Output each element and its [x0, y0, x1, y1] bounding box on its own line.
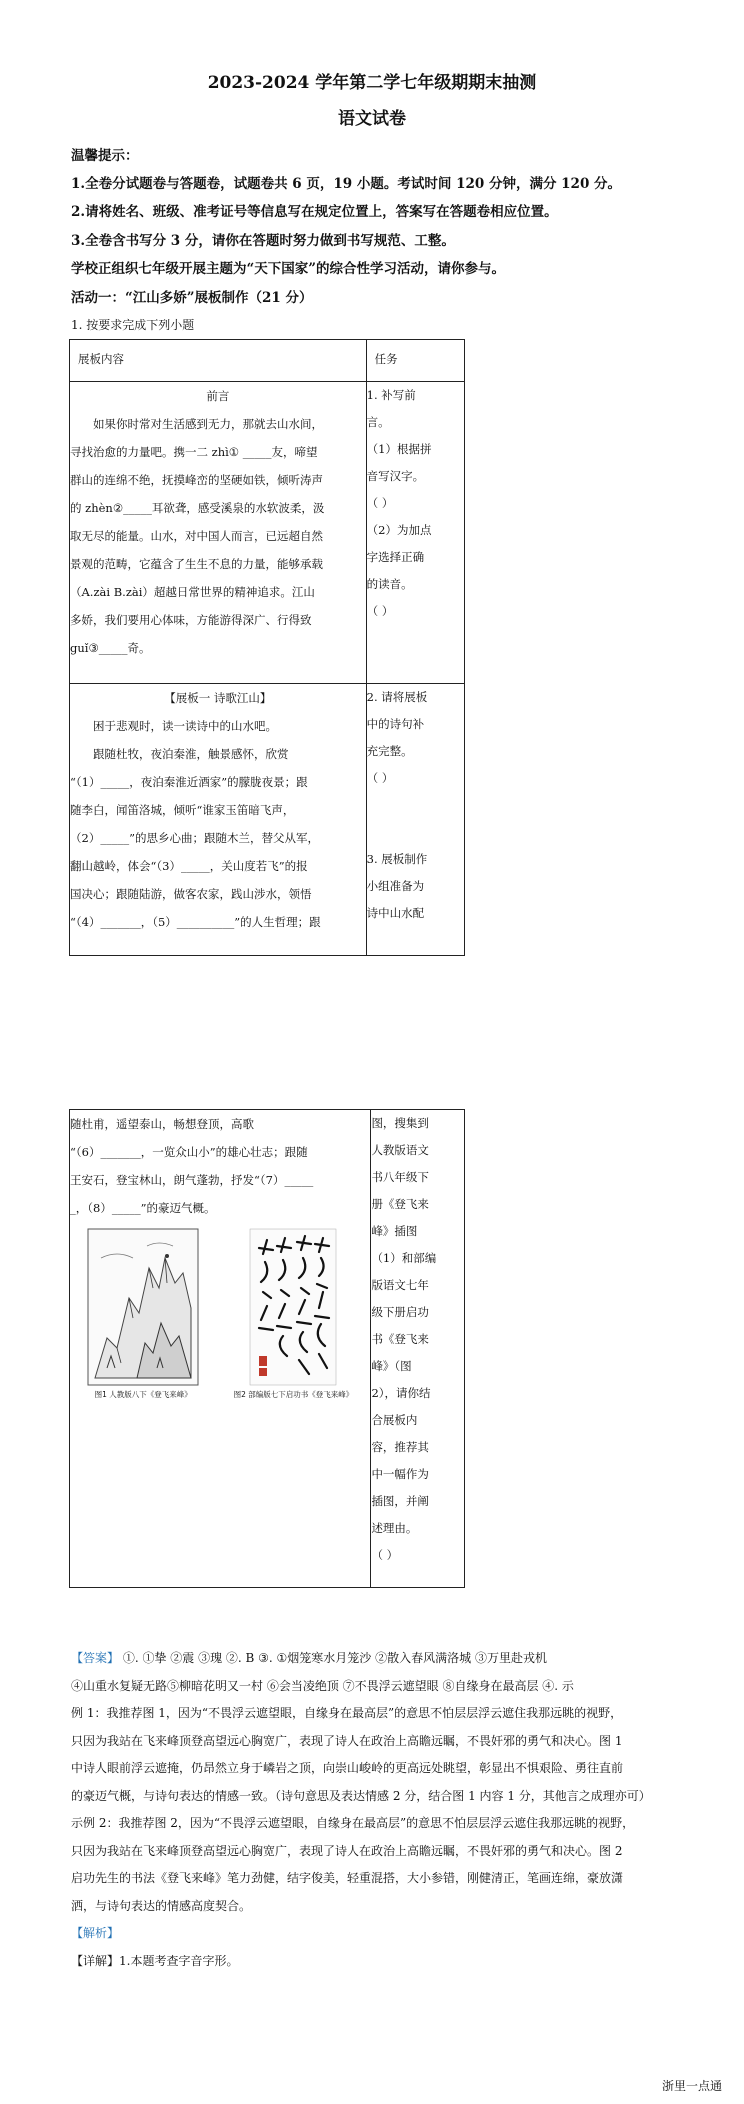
task-line: （1）和部编 [371, 1251, 437, 1265]
notice-heading: 温馨提示： [71, 148, 139, 164]
task-line: 图，搜集到 [371, 1116, 429, 1130]
answer-line: 只因为我站在飞来峰顶登高望远心胸宽广，表现了诗人在政治上高瞻远瞩，不畏奸邪的勇气和决心。图 1 [71, 1733, 623, 1748]
task-line: 插图，并阐 [371, 1494, 429, 1508]
preface-title: 前言 [206, 389, 230, 403]
notice-item-1: 1.全卷分试题卷与答题卷，试题卷共 6 页，19 小题。考试时间 120 分钟，满分 120 分。 [71, 176, 622, 192]
task-line: 人教版语文 [371, 1143, 429, 1157]
task-line: 中一幅作为 [371, 1467, 429, 1481]
board1-line: 王安石，登宝林山，朗气蓬勃，抒发“（7）_____ [70, 1173, 314, 1187]
figure-2 [234, 1228, 354, 1400]
task-line: 字选择正确 [366, 550, 425, 564]
activity-heading: 活动一：“江山多娇”展板制作（21 分） [71, 290, 313, 306]
task-line: （ ） [366, 771, 394, 785]
exam-subtitle: 语文试卷 [338, 109, 406, 129]
figure-1-caption: 图1 人教版八下《登飞来峰》 [94, 1390, 192, 1399]
task-line: （1）根据拼 [366, 442, 432, 456]
task-line: 言。 [366, 415, 390, 429]
task-line: 2），请你结 [371, 1386, 431, 1400]
task-line: 级下册启功 [371, 1305, 429, 1319]
notice-item-2: 2.请将姓名、班级、准考证号等信息写在规定位置上，答案写在答题卷相应位置。 [71, 204, 558, 220]
task1-cell [366, 382, 464, 684]
footer-brand: 浙里一点通 [661, 2079, 722, 2093]
board1-line: “（6）_______，一览众山小”的雄心壮志；跟随 [70, 1145, 308, 1159]
notice-item-3: 3.全卷含书写分 3 分，请你在答题时努力做到书写规范、工整。 [71, 233, 455, 249]
landscape-illustration-image [87, 1228, 199, 1386]
task-line: 述理由。 [371, 1521, 418, 1535]
illustrations [70, 1228, 370, 1400]
task-line: 合展板内 [371, 1413, 418, 1427]
board1-cont-cell [70, 1110, 371, 1588]
board1-cell [70, 684, 367, 956]
analysis-tag: 【解析】 [71, 1926, 120, 1940]
task-line: （ ） [371, 1548, 399, 1562]
answer-block [71, 1645, 681, 1975]
board1-line: 国决心；跟随陆游，做客农家，践山涉水，领悟 [70, 887, 312, 901]
task-line: 的读音。 [366, 577, 413, 591]
task-line: 1. 补写前 [366, 388, 416, 402]
answer-line: 洒，与诗句表达的情感高度契合。 [71, 1898, 252, 1913]
activity-intro: 学校正组织七年级开展主题为“天下国家”的综合性学习活动，请你参与。 [71, 261, 506, 277]
calligraphy-image [249, 1228, 337, 1386]
preface-line: 的 zhèn②_____耳欲聋，感受溪泉的水软波柔，汲 [70, 501, 325, 515]
task-line: 中的诗句补 [366, 717, 425, 731]
question-prompt: 1. 按要求完成下列小题 [71, 318, 195, 332]
task2-cell [366, 684, 464, 956]
preface-line: 寻找治愈的力量吧。携一二 zhì① _____友，啼望 [70, 445, 318, 459]
board1-line: 随李白，闻笛洛城，倾听“谁家玉笛暗飞声， [70, 803, 295, 817]
task-line: （2）为加点 [366, 523, 432, 537]
answer-line: 只因为我站在飞来峰顶登高望远心胸宽广，表现了诗人在政治上高瞻远瞩，不畏奸邪的勇气和决心。图 2 [71, 1843, 623, 1858]
board1-line: _，（8）_____”的豪迈气概。 [70, 1201, 216, 1215]
answer-tag: 【答案】 [71, 1651, 120, 1665]
board-table [69, 339, 465, 956]
board1-line: “（1）_____，夜泊秦淮近酒家”的朦胧夜景；跟 [70, 775, 308, 789]
answer-line: 示例 2：我推荐图 2，因为“不畏浮云遮望眼，自缘身在最高层”的意思不怕层层浮云遮住我那远眺的视野， [71, 1816, 635, 1830]
task-line: 音写汉字。 [366, 469, 425, 483]
task-line: 小组准备为 [366, 879, 425, 893]
preface-line: （A.zài B.zài）超越日常世界的精神追求。江山 [70, 585, 315, 599]
preface-line: 群山的连绵不绝，抚摸峰峦的坚硬如铁，倾听涛声 [70, 473, 323, 487]
task-line: 充完整。 [366, 744, 413, 758]
task-line: 书八年级下 [371, 1170, 429, 1184]
board1-line: 翻山越岭，体会“（3）_____，关山度若飞”的报 [70, 859, 308, 873]
analysis-detail: 【详解】1.本题考查字音字形。 [71, 1953, 239, 1968]
preface-line: 取无尽的能量。山水，对中国人而言，已远超自然 [70, 529, 323, 543]
column-header-task: 任务 [366, 340, 464, 382]
board1-title: 【展板一 诗歌江山】 [164, 691, 272, 705]
board1-line: “（4）_______，（5）__________”的人生哲理；跟 [70, 915, 321, 929]
board1-line: 跟随杜牧，夜泊秦淮，触景感怀，欣赏 [93, 747, 289, 761]
figure-1 [87, 1228, 199, 1400]
answer-line: ④山重水复疑无路⑤柳暗花明又一村 ⑥会当凌绝顶 ⑦不畏浮云遮望眼 ⑧自缘身在最高层 ④. 示 [71, 1678, 574, 1693]
exam-title: 2023-2024 学年第二学七年级期期末抽测 [207, 73, 537, 93]
board1-line: 困于悲观时，读一读诗中的山水吧。 [93, 719, 277, 733]
task-line: 3. 展板制作 [366, 852, 428, 866]
task-line: 诗中山水配 [366, 906, 425, 920]
task-line: 峰》（图 [371, 1359, 412, 1373]
answer-line: 中诗人眼前浮云遮掩，仍昂然立身于嶙岩之顶，向崇山峻岭的更高远处眺望，彰显出不惧艰险、勇往直前 [71, 1761, 624, 1775]
preface-line: 景观的范畴，它蕴含了生生不息的力量，能够承载 [70, 557, 323, 571]
board1-line: 随杜甫，遥望泰山，畅想登顶，高歌 [70, 1117, 254, 1131]
task-line: 2. 请将展板 [366, 690, 428, 704]
task-line: （ ） [366, 496, 394, 510]
task-line: 册《登飞来 [371, 1197, 429, 1211]
task-line: （ ） [366, 604, 394, 618]
preface-cell [70, 382, 367, 684]
task3-cell [371, 1110, 465, 1588]
answer-line: 的豪迈气概，与诗句表达的情感一致。（诗句意思及表达情感 2 分，结合图 1 内容 1 分，其他言之成理亦可） [71, 1788, 651, 1803]
preface-line: 如果你时常对生活感到无力，那就去山水间， [93, 417, 323, 431]
preface-line: 多娇，我们要用心体味，方能游得深广、行得致 [70, 613, 312, 627]
preface-line: guǐ③_____奇。 [70, 641, 151, 655]
board1-line: （2）_____”的思乡心曲；跟随木兰，替父从军， [70, 831, 319, 845]
task-line: 版语文七年 [371, 1278, 429, 1292]
figure-2-caption: 图2 部编版七下启功书《登飞来峰》 [233, 1390, 354, 1399]
column-header-content: 展板内容 [70, 340, 367, 382]
task-line: 书《登飞来 [371, 1332, 429, 1346]
task-line: 容，推荐其 [371, 1440, 429, 1454]
answer-line: ①. ①挚 ②震 ③瑰 ②. B ③. ①烟笼寒水月笼沙 ②散入春风满洛城 ③万里赴戎机 [119, 1651, 547, 1665]
answer-line: 启功先生的书法《登飞来峰》笔力劲健，结字俊美，轻重混搭，大小参错，刚健清正，笔画连绵，豪放潇 [71, 1871, 624, 1885]
task-line: 峰》插图 [371, 1224, 418, 1238]
board-table-continued [69, 1109, 465, 1588]
answer-line: 例 1：我推荐图 1，因为“不畏浮云遮望眼，自缘身在最高层”的意思不怕层层浮云遮住我那远眺的视野， [71, 1706, 623, 1720]
